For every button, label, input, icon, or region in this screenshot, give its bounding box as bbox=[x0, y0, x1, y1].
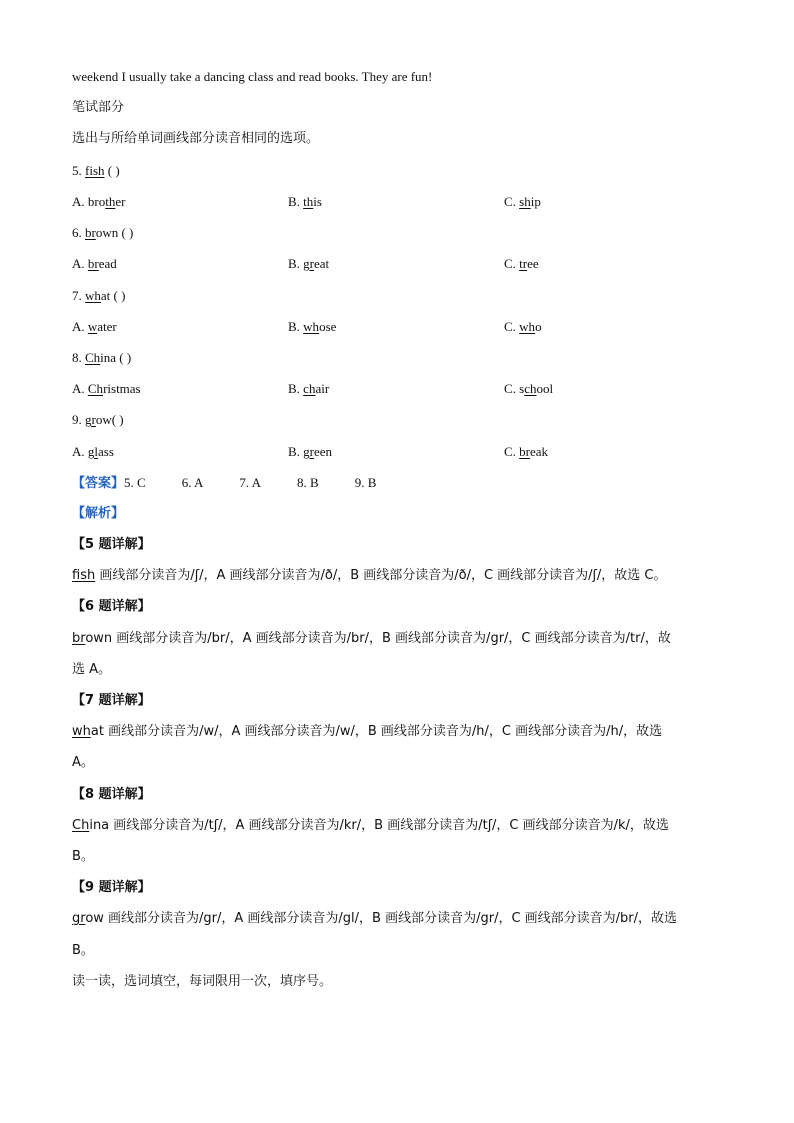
underlined-part: br bbox=[85, 225, 96, 240]
detail-5-text: fish 画线部分读音为/ʃ/，A 画线部分读音为/ð/，B 画线部分读音为/ð/，C 画线部分读音为/ʃ/，故选 C。 bbox=[72, 568, 667, 583]
detail-9-tag: 【9 题详解】 bbox=[72, 880, 151, 895]
detail-7-text-cont: A。 bbox=[72, 755, 94, 770]
detail-8-text-cont: B。 bbox=[72, 849, 94, 864]
question-5 bbox=[72, 162, 120, 180]
underlined-part: sh bbox=[92, 163, 105, 178]
question-rest: at ( ) bbox=[100, 288, 126, 303]
underlined-part: gr bbox=[85, 412, 96, 427]
option-c[interactable]: C. break bbox=[504, 444, 549, 459]
underlined-part: Ch bbox=[85, 350, 101, 365]
option-b[interactable]: B. great bbox=[288, 256, 330, 271]
question-9 bbox=[72, 411, 124, 429]
option-a[interactable]: A. Christmas bbox=[72, 381, 141, 396]
option-b[interactable]: B. green bbox=[288, 444, 333, 459]
question-number: 7. bbox=[72, 288, 85, 303]
detail-9-text: grow 画线部分读音为/gr/，A 画线部分读音为/gl/，B 画线部分读音为/gr/，C 画线部分读音为/br/，故选 bbox=[72, 911, 678, 926]
answer-item: 7. A bbox=[239, 475, 262, 490]
detail-9-text-cont: B。 bbox=[72, 943, 94, 958]
answer-item: 8. B bbox=[297, 475, 319, 490]
detail-5-tag: 【5 题详解】 bbox=[72, 537, 151, 552]
detail-6-text: brown 画线部分读音为/br/，A 画线部分读音为/br/，B 画线部分读音为/gr/，C 画线部分读音为/tr/，故 bbox=[72, 631, 671, 646]
answer-item: 9. B bbox=[354, 475, 377, 490]
question-rest: own ( ) bbox=[95, 225, 134, 240]
detail-6-text-cont: 选 A。 bbox=[72, 662, 112, 677]
option-c[interactable]: C. who bbox=[504, 319, 542, 334]
answer-item: 6. A bbox=[181, 475, 204, 490]
option-c[interactable]: C. school bbox=[504, 381, 554, 396]
section-title: 笔试部分 bbox=[72, 100, 125, 115]
option-a[interactable]: A. water bbox=[72, 319, 117, 334]
option-c[interactable]: C. ship bbox=[504, 194, 541, 209]
answer-tag: 【答案】 bbox=[72, 476, 125, 491]
question-8 bbox=[72, 349, 131, 367]
question-rest: ( ) bbox=[104, 163, 120, 178]
detail-8-tag: 【8 题详解】 bbox=[72, 787, 151, 802]
question-number: 5. bbox=[72, 163, 85, 178]
underlined-part: wh bbox=[85, 288, 101, 303]
detail-6-tag: 【6 题详解】 bbox=[72, 599, 151, 614]
option-c[interactable]: C. tree bbox=[504, 256, 539, 271]
detail-8-text: China 画线部分读音为/tʃ/，A 画线部分读音为/kr/，B 画线部分读音为/tʃ/，C 画线部分读音为/k/，故选 bbox=[72, 818, 669, 833]
question-rest: ina ( ) bbox=[100, 350, 132, 365]
option-a[interactable]: A. bread bbox=[72, 256, 117, 271]
detail-7-tag: 【7 题详解】 bbox=[72, 693, 151, 708]
carryover-text: weekend I usually take a dancing class and read books. They are fun! bbox=[72, 69, 433, 84]
question-number: 9. bbox=[72, 412, 85, 427]
underlined-part: fi bbox=[85, 163, 93, 178]
analysis-tag: 【解析】 bbox=[72, 506, 125, 521]
next-instruction: 读一读，选词填空，每词限用一次，填序号。 bbox=[72, 974, 333, 989]
detail-7-text: what 画线部分读音为/w/，A 画线部分读音为/w/，B 画线部分读音为/h/，C 画线部分读音为/h/，故选 bbox=[72, 724, 663, 739]
option-b[interactable]: B. chair bbox=[288, 381, 330, 396]
question-rest: ow( ) bbox=[95, 412, 124, 427]
instruction-text: 选出与所给单词画线部分读音相同的选项。 bbox=[72, 131, 320, 146]
question-7 bbox=[72, 287, 125, 305]
answer-line bbox=[72, 474, 376, 493]
option-b[interactable]: B. whose bbox=[288, 319, 337, 334]
question-number: 6. bbox=[72, 225, 85, 240]
question-6 bbox=[72, 224, 133, 242]
answer-item: 5. C bbox=[124, 475, 146, 490]
option-a[interactable]: A. brother bbox=[72, 194, 126, 209]
question-number: 8. bbox=[72, 350, 85, 365]
option-b[interactable]: B. this bbox=[288, 194, 322, 209]
option-a[interactable]: A. glass bbox=[72, 444, 114, 459]
